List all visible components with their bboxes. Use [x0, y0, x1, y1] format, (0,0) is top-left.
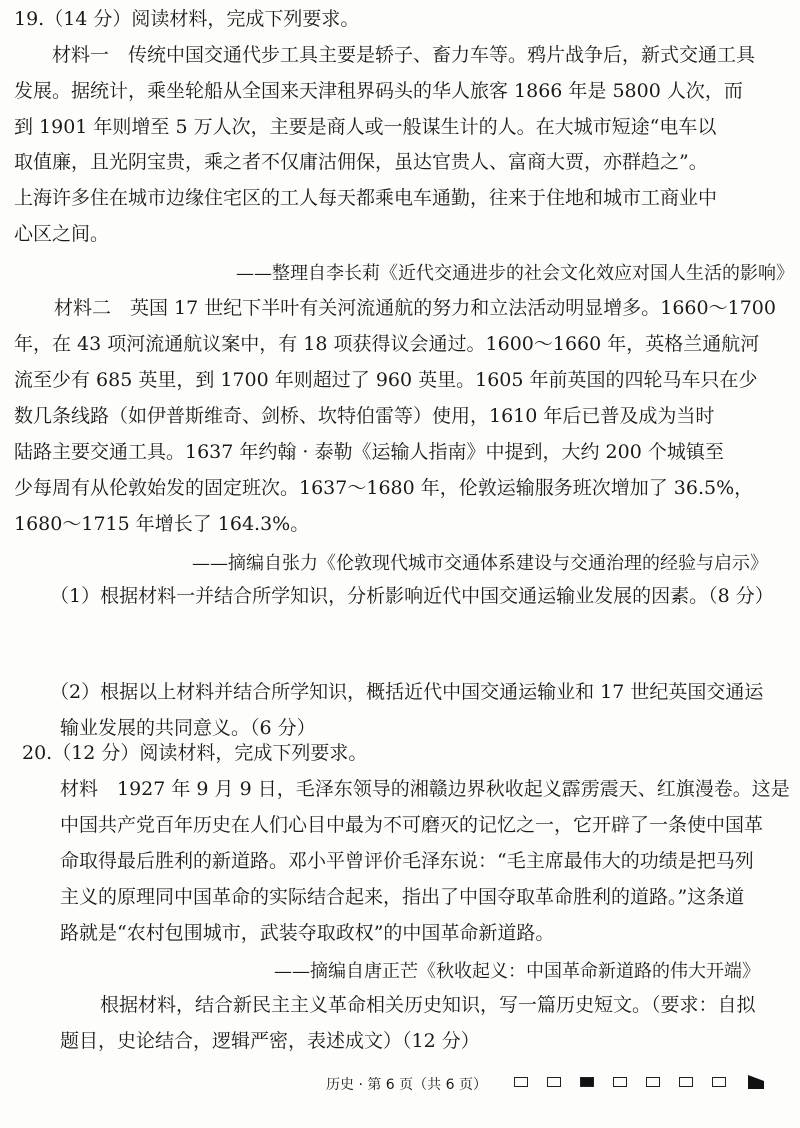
mark-box [514, 1077, 528, 1087]
q19-m2-source: ——摘编自张力《伦敦现代城市交通体系建设与交通治理的经验与启示》 [192, 553, 768, 574]
q20-task: 根据材料，结合新民主主义革命相关历史知识，写一篇历史短文。（要求：自拟 [100, 994, 756, 1016]
q19-m2-line: 流至少有 685 英里，到 1700 年则超过了 960 英里。1605 年前英国的四轮马车只在少 [14, 369, 758, 391]
q19-m2-line: 材料二 英国 17 世纪下半叶有关河流通航的努力和立法活动明显增多。1660～1700 [54, 297, 776, 319]
page-footer [0, 1072, 800, 1096]
q20-m-line: 命取得最后胜利的新道路。邓小平曾评价毛泽东说：“毛主席最伟大的功绩是把马列 [60, 850, 754, 872]
q19-m1-line: 心区之间。 [14, 223, 110, 245]
q19-m2-line: 年，在 43 项河流通航议案中，有 18 项获得议会通过。1600～1660 年，英格兰通航河 [14, 333, 760, 355]
q19-subquestion-2-cont: 输业发展的共同意义。（6 分） [60, 717, 316, 739]
q19-m2-line: 少每周有从伦敦始发的固定班次。1637～1680 年，伦敦运输服务班次增加了 36.5%， [14, 477, 754, 499]
q19-m1-line: 材料一 传统中国交通代步工具主要是轿子、畜力车等。鸦片战争后，新式交通工具 [52, 44, 756, 66]
q20-heading: 20.（12 分）阅读材料，完成下列要求。 [22, 742, 368, 764]
mark-box-filled [580, 1077, 594, 1087]
q19-subquestion-1: （1）根据材料一并结合所学知识，分析影响近代中国交通运输业发展的因素。（8 分） [50, 585, 774, 607]
mark-box [712, 1077, 726, 1087]
q20-m-line: 材料 1927 年 9 月 9 日，毛泽东领导的湘赣边界秋收起义霹雳震天、红旗漫卷。这是 [60, 778, 790, 800]
q19-m2-line: 1680～1715 年增长了 164.3%。 [14, 513, 310, 535]
q20-m-line: 路就是“农村包围城市，武装夺取政权”的中国革命新道路。 [60, 922, 555, 944]
q19-m2-line: 陆路主要交通工具。1637 年约翰 · 泰勒《运输人指南》中提到，大约 200 个城镇至 [14, 441, 724, 463]
mark-box [547, 1077, 561, 1087]
q20-m-line: 中国共产党百年历史在人们心目中最为不可磨灭的记忆之一，它开辟了一条使中国革 [60, 814, 764, 836]
q19-m1-source: ——整理自李长莉《近代交通进步的社会文化效应对国人生活的影响》 [236, 263, 794, 284]
page-number: 历史 · 第 6 页（共 6 页） [326, 1077, 487, 1093]
mark-box [613, 1077, 627, 1087]
q19-m2-line: 数几条线路（如伊普斯维奇、剑桥、坎特伯雷等）使用，1610 年后已普及成为当时 [14, 405, 715, 427]
q19-m1-line: 发展。据统计，乘坐轮船从全国来天津租界码头的华人旅客 1866 年是 5800 人次，而 [14, 80, 743, 102]
q19-heading: 19.（14 分）阅读材料，完成下列要求。 [14, 8, 360, 30]
corner-marker-icon [748, 1075, 764, 1089]
q20-task-cont: 题目，史论结合，逻辑严密，表述成文）（12 分） [60, 1030, 480, 1052]
q20-m-source: ——摘编自唐正芒《秋收起义：中国革命新道路的伟大开端》 [274, 961, 760, 982]
q20-m-line: 主义的原理同中国革命的实际结合起来，指出了中国夺取革命胜利的道路。”这条道 [60, 886, 745, 908]
mark-box [646, 1077, 660, 1087]
q19-m1-line: 取值廉，且光阴宝贵，乘之者不仅庸沽佣保，虽达官贵人、富商大贾，亦群趋之”。 [14, 151, 708, 173]
q19-m1-line: 到 1901 年则增至 5 万人次，主要是商人或一般谋生计的人。在大城市短途“电车以 [14, 116, 717, 138]
mark-box [679, 1077, 693, 1087]
q19-m1-line: 上海许多住在城市边缘住宅区的工人每天都乘电车通勤，往来于住地和城市工商业中 [14, 187, 718, 209]
q19-subquestion-2: （2）根据以上材料并结合所学知识，概括近代中国交通运输业和 17 世纪英国交通运 [50, 681, 764, 703]
